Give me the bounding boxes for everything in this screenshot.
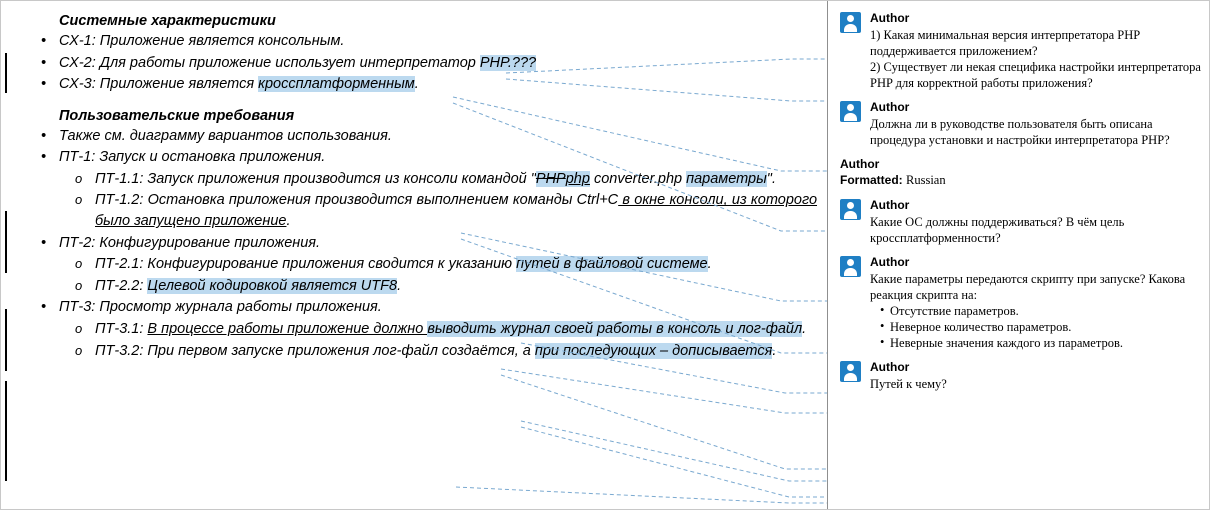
bullet-icon: • xyxy=(41,127,47,144)
document-content xyxy=(27,13,817,361)
requirement-cx2-question: ??? xyxy=(511,54,537,71)
bullet-icon: • xyxy=(41,54,47,71)
list-item: • Неверное количество параметров. xyxy=(880,319,1201,335)
list-item xyxy=(27,74,817,95)
requirement-pt31-highlight: выводить журнал своей работы в консоль и лог-файл xyxy=(427,320,803,337)
comment-line: Какие ОС должны поддерживаться? В чём цель кроссплатформенности? xyxy=(870,214,1125,245)
comment-item[interactable] xyxy=(840,100,1201,148)
system-characteristics-list xyxy=(27,31,817,95)
requirement-pt21-p1: ПТ-2.1: Конфигурирование приложения сводится к указанию xyxy=(95,256,517,273)
list-item xyxy=(27,147,817,231)
comment-author: Author xyxy=(870,100,910,114)
user-avatar-icon xyxy=(840,361,861,382)
bullet-icon: • xyxy=(41,76,47,93)
requirement-pt21-p2: . xyxy=(707,256,712,273)
requirement-pt22-highlight: Целевой кодировкой является UTF8 xyxy=(147,277,398,294)
list-item: • Неверные значения каждого из параметров. xyxy=(880,335,1201,351)
list-item xyxy=(59,190,817,231)
requirement-cx3-highlight: кроссплатформенным xyxy=(258,76,415,93)
format-change-author: Author xyxy=(840,157,880,171)
requirement-cx1: СХ-1: Приложение является консольным. xyxy=(59,33,345,49)
requirement-cx2-text: СХ-2: Для работы приложение использует интерпретатор xyxy=(59,54,480,71)
requirement-pt12-p1: ПТ-1.2: Остановка приложения производится выполнением команды Ctrl+C xyxy=(95,192,619,209)
requirement-pt32-p2: . xyxy=(772,342,777,359)
requirement-pt12-inserted: в окне консоли, из которого было запущено приложение xyxy=(95,192,818,230)
requirement-pt11-p1: ПТ-1.1: Запуск приложения производится из консоли командой " xyxy=(95,170,536,187)
requirement-pt11-highlight: параметры xyxy=(686,170,767,187)
bullet-icon: • xyxy=(41,234,47,251)
comment-text xyxy=(870,116,1201,148)
change-bar xyxy=(5,309,7,371)
comment-text xyxy=(870,271,1201,352)
requirement-pt11-p3: ". xyxy=(766,170,776,187)
sub-bullet-icon: o xyxy=(75,320,83,336)
requirement-pt21-highlight: путей в файловой системе xyxy=(516,256,708,273)
bullet-icon: • xyxy=(41,299,47,316)
requirement-pt11-p2: converter.php xyxy=(589,170,687,187)
comment-bullet-list xyxy=(870,303,1201,352)
pt2-sublist xyxy=(59,254,817,296)
requirement-cx3-text: СХ-3: Приложение является xyxy=(59,76,259,93)
comment-text xyxy=(870,376,1201,392)
sub-bullet-icon: o xyxy=(75,170,83,186)
pt3-sublist xyxy=(59,319,817,361)
requirement-pt32-highlight: при последующих – дописывается xyxy=(534,342,773,359)
list-item xyxy=(27,31,817,52)
comment-line: Должна ли в руководстве пользователя быть описана процедура установки и настройки интерпретатора PHP? xyxy=(870,117,1170,147)
comment-item[interactable] xyxy=(840,198,1201,246)
bullet-icon: • xyxy=(41,33,47,49)
requirement-pt1: ПТ-1: Запуск и остановка приложения. xyxy=(59,149,326,166)
comment-author: Author xyxy=(870,360,910,375)
user-avatar-icon xyxy=(840,12,861,33)
requirement-pt31-p2: . xyxy=(802,320,807,337)
requirement-cx3-tail: . xyxy=(414,76,419,93)
change-bar xyxy=(5,211,7,273)
requirement-pt22-p2: . xyxy=(397,277,402,294)
list-item xyxy=(59,319,817,340)
pt1-sublist xyxy=(59,169,817,232)
comment-pane xyxy=(828,1,1209,509)
sub-bullet-icon: o xyxy=(75,342,83,358)
list-item: • Отсутствие параметров. xyxy=(880,303,1201,319)
heading-system-characteristics: Системные характеристики xyxy=(59,13,276,29)
requirement-pt12-p2: . xyxy=(286,213,291,230)
requirement-pt11-inserted: php xyxy=(565,170,590,187)
comment-author: Author xyxy=(870,254,910,269)
user-avatar-icon xyxy=(840,199,861,220)
requirement-pt22-p1: ПТ-2.2: xyxy=(95,277,148,294)
heading-user-requirements: Пользовательские требования xyxy=(59,107,295,124)
list-item xyxy=(27,297,817,361)
requirement-see-usecase: Также см. диаграмму вариантов использования. xyxy=(59,127,392,144)
list-item xyxy=(59,341,817,362)
document-body xyxy=(1,1,827,509)
comment-line: 2) Существует ли некая специфика настройки интерпретатора PHP для корректной работы приложения? xyxy=(870,60,1201,90)
comment-text xyxy=(870,214,1201,246)
comment-line: Какие параметры передаются скрипту при запуске? Какова реакция скрипта на: xyxy=(870,271,1186,302)
requirement-pt32-p1: ПТ-3.2: При первом запуске приложения лог-файл создаётся, а xyxy=(95,342,535,359)
requirement-pt3: ПТ-3: Просмотр журнала работы приложения. xyxy=(59,299,382,316)
formatted-value: Russian xyxy=(906,173,946,187)
comment-author: Author xyxy=(870,11,910,25)
list-item xyxy=(27,233,817,297)
comment-item[interactable] xyxy=(840,255,1201,352)
requirement-pt11-deleted: PHP xyxy=(535,170,566,187)
formatted-keyword: Formatted: xyxy=(840,173,903,187)
user-avatar-icon xyxy=(840,256,861,277)
requirement-pt31-p1: ПТ-3.1: xyxy=(95,320,148,337)
comment-line: Путей к чему? xyxy=(870,377,947,392)
bullet-icon: • xyxy=(41,149,47,166)
user-avatar-icon xyxy=(840,101,861,122)
list-item xyxy=(59,169,817,190)
comment-line: 1) Какая минимальная версия интерпретатора PHP поддерживается приложением? xyxy=(870,28,1140,58)
sub-bullet-icon: o xyxy=(75,192,83,208)
change-bar xyxy=(5,53,7,93)
format-change-item[interactable] xyxy=(840,157,1201,189)
format-change-label xyxy=(840,173,1201,189)
list-item xyxy=(27,126,817,147)
requirement-cx2-highlight: PHP. xyxy=(479,54,512,71)
comment-item[interactable] xyxy=(840,11,1201,91)
comment-item[interactable] xyxy=(840,360,1201,392)
comment-text xyxy=(870,27,1201,91)
comment-author: Author xyxy=(870,197,910,212)
requirement-pt31-inserted: В процессе работы приложение должно xyxy=(147,320,428,337)
list-item xyxy=(59,254,817,275)
requirement-pt2: ПТ-2: Конфигурирование приложения. xyxy=(59,234,321,251)
sub-bullet-icon: o xyxy=(75,256,83,272)
user-requirements-list xyxy=(27,126,817,361)
list-item xyxy=(59,276,817,297)
change-bar xyxy=(5,381,7,481)
sub-bullet-icon: o xyxy=(75,277,83,293)
list-item xyxy=(27,53,817,74)
